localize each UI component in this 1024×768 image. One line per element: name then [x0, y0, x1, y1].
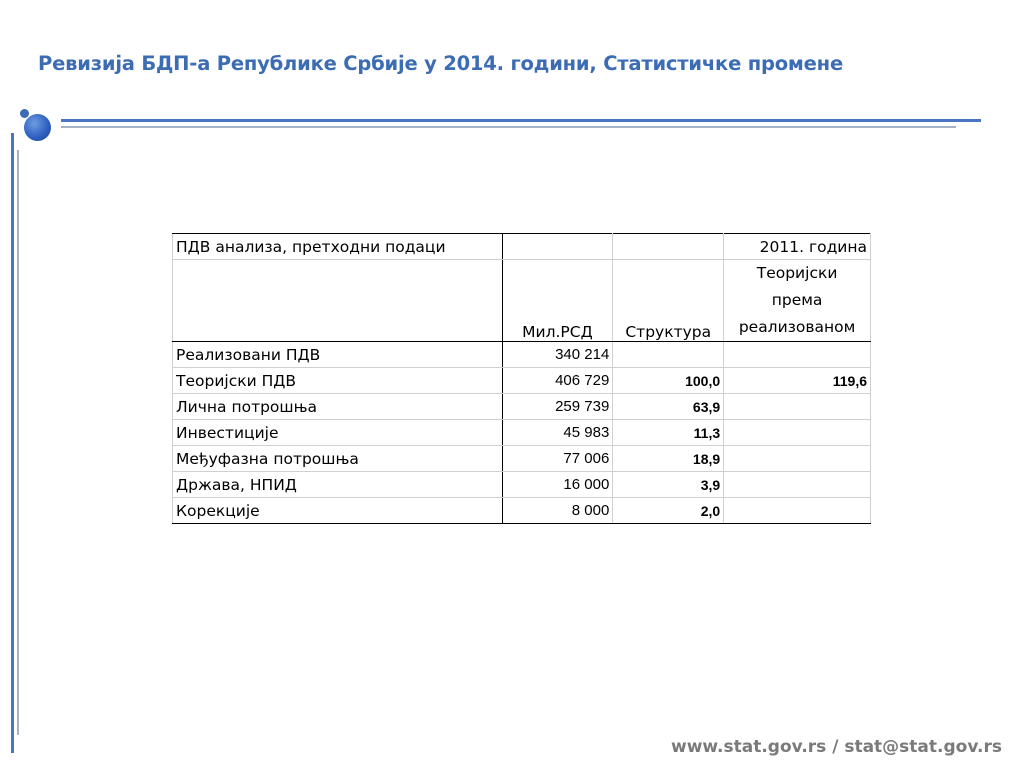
table-row — [173, 498, 871, 524]
column-header-structure: Структура — [613, 260, 724, 342]
row-value: 77 006 — [502, 446, 613, 472]
vat-analysis-table — [172, 233, 871, 524]
row-structure: 2,0 — [613, 498, 724, 524]
row-name: Реализовани ПДВ — [173, 342, 503, 368]
row-structure — [613, 342, 724, 368]
footer-contact: www.stat.gov.rs / stat@stat.gov.rs — [671, 737, 1002, 757]
row-name: Корекције — [173, 498, 503, 524]
table-caption: ПДВ анализа, претходни подаци — [173, 234, 503, 260]
row-name: Инвестиције — [173, 420, 503, 446]
row-value: 45 983 — [502, 420, 613, 446]
table-header-row — [173, 234, 871, 260]
row-name: Лична потрошња — [173, 394, 503, 420]
row-ratio — [724, 342, 871, 368]
side-rule-primary — [11, 133, 14, 753]
table-row — [173, 342, 871, 368]
row-ratio: 119,6 — [724, 368, 871, 394]
column-header-theoretical — [724, 260, 871, 342]
table-row — [173, 394, 871, 420]
row-structure: 18,9 — [613, 446, 724, 472]
row-structure: 63,9 — [613, 394, 724, 420]
row-value: 259 739 — [502, 394, 613, 420]
row-name: Теоријски ПДВ — [173, 368, 503, 394]
table-row — [173, 368, 871, 394]
decor-dot-large-icon — [24, 114, 51, 141]
slide-title: Ревизија БДП-а Републике Србије у 2014. години, Статистичке промене — [38, 52, 843, 75]
header-rule-primary — [61, 119, 981, 122]
column-header-theoretical-line1: Теоријски — [756, 264, 838, 282]
table-header-empty-cell — [613, 234, 724, 260]
row-value: 406 729 — [502, 368, 613, 394]
column-header-theoretical-line3: реализованом — [738, 318, 856, 336]
table-row — [173, 446, 871, 472]
table-column-header-row — [173, 260, 871, 342]
row-value: 16 000 — [502, 472, 613, 498]
side-rule-secondary — [17, 150, 19, 735]
row-ratio — [724, 420, 871, 446]
row-structure: 3,9 — [613, 472, 724, 498]
table-row — [173, 420, 871, 446]
table-row — [173, 472, 871, 498]
row-ratio — [724, 472, 871, 498]
row-ratio — [724, 498, 871, 524]
row-name: Држава, НПИД — [173, 472, 503, 498]
row-ratio — [724, 394, 871, 420]
header-rule-secondary — [61, 126, 956, 128]
row-structure: 100,0 — [613, 368, 724, 394]
column-header-theoretical-line2: према — [771, 291, 823, 309]
table-period: 2011. година — [724, 234, 871, 260]
row-ratio — [724, 446, 871, 472]
column-header-empty — [173, 260, 503, 342]
column-header-mil-rsd: Мил.РСД — [502, 260, 613, 342]
row-value: 8 000 — [502, 498, 613, 524]
row-structure: 11,3 — [613, 420, 724, 446]
row-value: 340 214 — [502, 342, 613, 368]
table-header-empty-cell — [502, 234, 613, 260]
row-name: Међуфазна потрошња — [173, 446, 503, 472]
